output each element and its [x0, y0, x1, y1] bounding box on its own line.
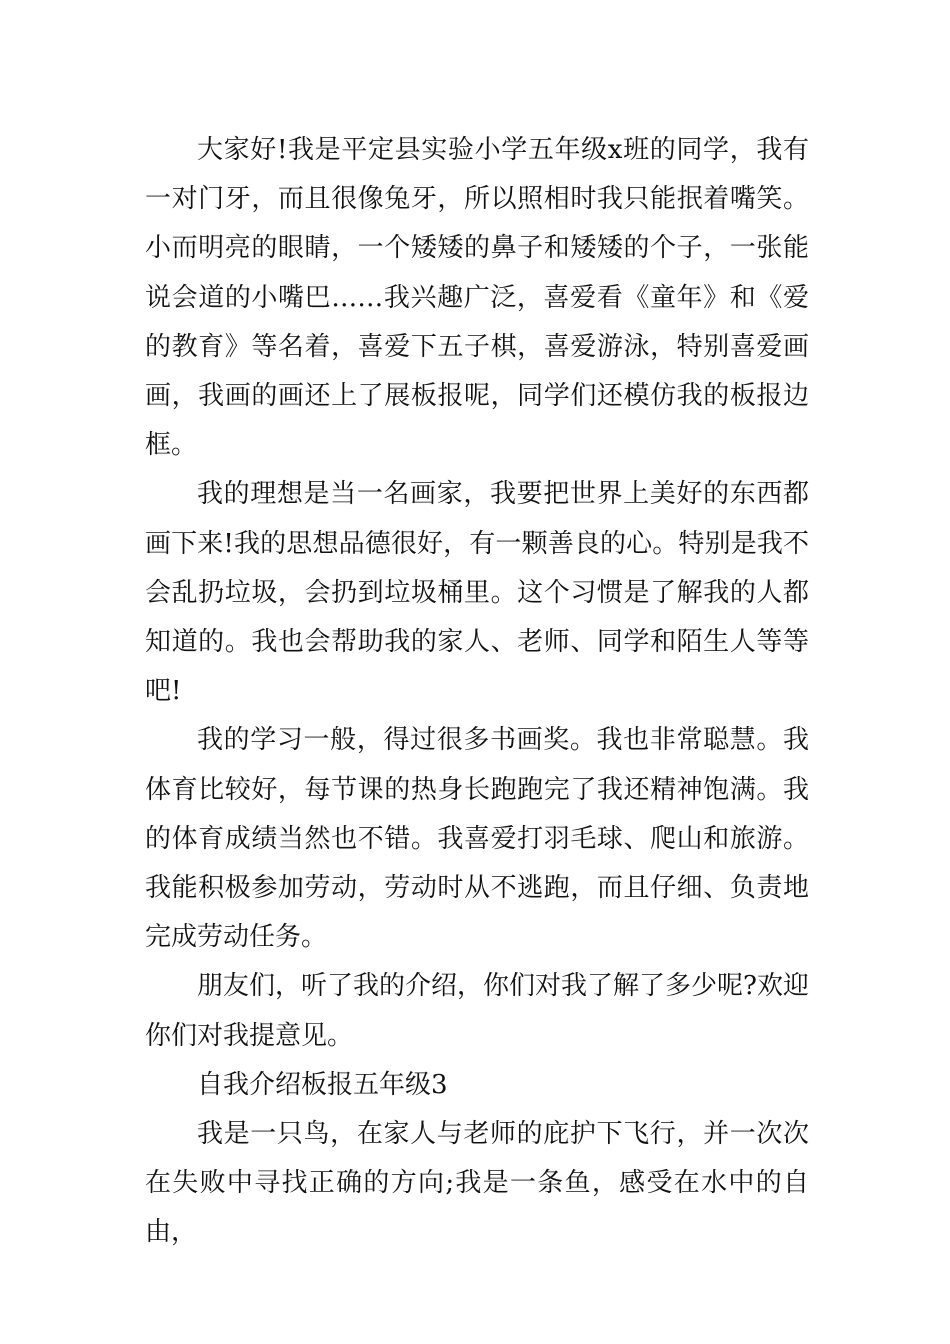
paragraph-ideal: 我的理想是当一名画家，我要把世界上美好的东西都画下来!我的思想品德很好，有一颗善良的心。特别是我不会乱扔垃圾，会扔到垃圾桶里。这个习惯是了解我的人都知道的。我也会帮助我的家人、老师、同学和陌生人等等吧! — [145, 479, 809, 707]
document-body — [145, 126, 809, 1258]
paragraph-intro: 大家好!我是平定县实验小学五年级x班的同学，我有一对门牙，而且很像兔牙，所以照相时我只能抿着嘴笑。小而明亮的眼睛，一个矮矮的鼻子和矮矮的个子，一张能说会道的小嘴巴……我兴趣广泛，喜爱看《童年》和《爱的教育》等名着，喜爱下五子棋，喜爱游泳，特别喜爱画画，我画的画还上了展板报呢，同学们还模仿我的板报边框。 — [145, 135, 809, 461]
paragraph-bird: 我是一只鸟，在家人与老师的庇护下飞行，并一次次在失败中寻找正确的方向;我是一条鱼，感受在水中的自由， — [145, 1119, 809, 1248]
paragraph-study: 我的学习一般，得过很多书画奖。我也非常聪慧。我体育比较好，每节课的热身长跑跑完了我还精神饱满。我的体育成绩当然也不错。我喜爱打羽毛球、爬山和旅游。我能积极参加劳动，劳动时从不逃跑，而且仔细、负责地完成劳动任务。 — [145, 725, 809, 953]
section-heading: 自我介绍板报五年级3 — [197, 1069, 448, 1100]
paragraph-closing: 朋友们，听了我的介绍，你们对我了解了多少呢?欢迎你们对我提意见。 — [145, 971, 809, 1051]
